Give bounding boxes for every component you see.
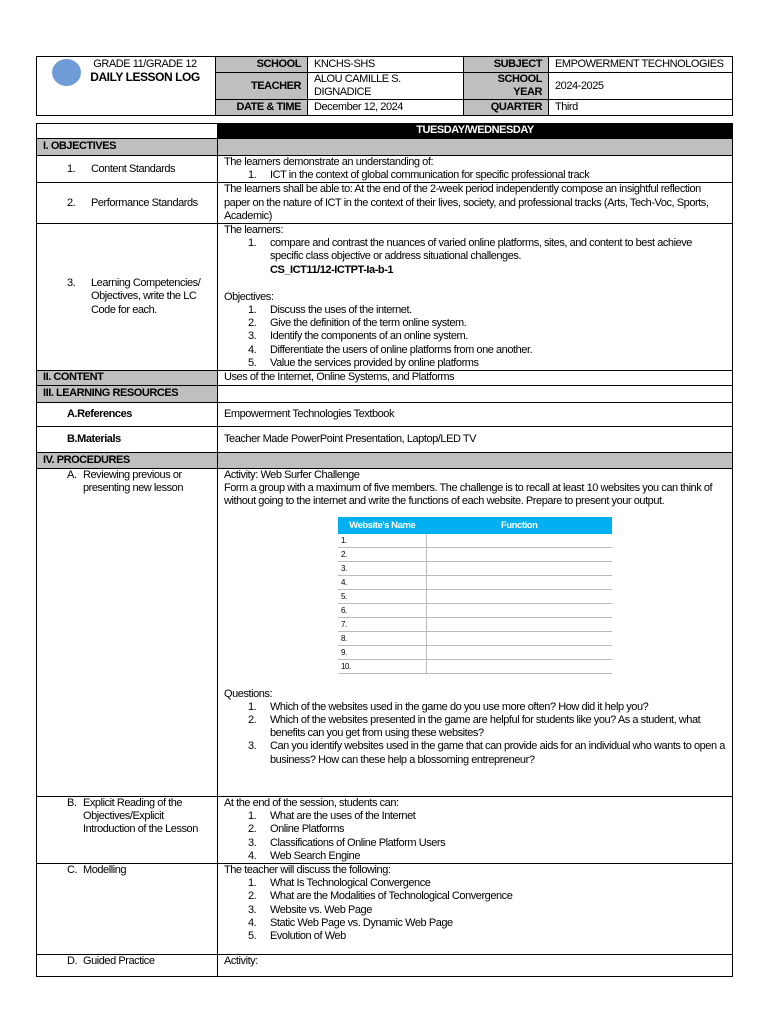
procedure-c-cell: The teacher will discuss the following: 1. What Is Technological Convergence 2. What are the Modalities of Technological Convergence 3. Website vs. Web Page 4. Static Web Page vs. Dynamic Web Page 5. Evolution of Web [218,864,733,955]
subject-value: EMPOWERMENT TECHNOLOGIES [549,57,733,73]
table-row: 6. [338,603,612,617]
function-header: Function [427,517,613,534]
content-heading: II. CONTENT [37,371,218,386]
quarter-label: QUARTER [464,100,549,116]
content-standards-label: 1. Content Standards [37,156,218,183]
header-title-cell [37,57,216,116]
website-name-header: Website's Name [338,517,427,534]
learning-competencies-label: 3. Learning Competencies/ Objectives, write the LC Code for each. [37,224,218,371]
performance-standards-cell: The learners shall be able to: At the end of the 2-week period independently compose an insightful reflection paper on the nature of ICT in the context of their lives, society, and professional tracks (Arts, Tech-Voc, Sports, Academic) [218,183,733,224]
objectives-heading: I. OBJECTIVES [37,139,218,156]
procedure-a-label: A. Reviewing previous or presenting new lesson [37,469,218,797]
procedure-c-label: C. Modelling [37,864,218,955]
table-row: 8. [338,631,612,645]
procedures-heading: IV. PROCEDURES [37,453,218,469]
table-row: 9. [338,645,612,659]
table-row: 1. [338,534,612,548]
table-row: 4. [338,575,612,589]
header-table [36,56,733,116]
website-table [338,517,612,674]
lc-code: CS_ICT11/12-ICTPT-Ia-b-1 [270,263,394,276]
objectives-list: 1. Discuss the uses of the internet. 2. Give the definition of the term online system. 3. Identify the components of an online system. 4. Differentiate the users of online platforms from one another. 5. Value the services provided by online platforms [248,304,533,369]
references-label: A.References [37,403,218,427]
references-cell: Empowerment Technologies Textbook [218,403,733,427]
table-row: 5. [338,589,612,603]
lesson-table [36,123,733,977]
procedure-b-cell: At the end of the session, students can: 1. What are the uses of the Internet 2. Online Platforms 3. Classifications of Online Platform Users 4. Web Search Engine [218,797,733,864]
procedure-d-cell: Activity: [218,955,733,977]
table-row: 10. [338,659,612,673]
quarter-value: Third [549,100,733,116]
logo-circle [52,59,81,86]
date-value: December 12, 2024 [308,100,464,116]
subject-label: SUBJECT [464,57,549,73]
learning-competencies-cell: The learners: 1. compare and contrast the nuances of varied online platforms, sites, and content to best achieve specific class objective or address situational challenges. CS_ICT11/12-ICTPT-Ia-b-1 Objectives: 1. Discuss the uses of the internet. 2. Give the definition of the term online system. 3. Identify the components of an online system. 4. Differentiate the users of online platforms from one another. 5. Value the services provided by online platforms [218,224,733,371]
table-row: 7. [338,617,612,631]
doc-title: DAILY LESSON LOG [90,70,200,85]
procedure-a-cell: Activity: Web Surfer Challenge Form a group with a maximum of five members. The challenge is to recall at least 10 websites you can think of without going to the internet and write the functions of each website. Prepare to present your output. Website's Name Function 1. 2. 3. 4. 5. 6. 7. 8. 9. 10. Questions: 1. Which of the websites used in the game do you use more often? How did it help you? 2. Which of the websites presented in the game are helpful for students like you? As a student, what benefits can you get from using these websites? 3. Can you identify websites used in the game that can provide aids for an individual who wants to open a business? How can these help a blossoming entrepreneur? [218,469,733,797]
materials-label: B.Materials [37,427,218,453]
table-row: 3. [338,561,612,575]
questions-list: 1. Which of the websites used in the game do you use more often? How did it help you? 2. Which of the websites presented in the game are helpful for students like you? As a student, what benefits can you get from using these websites? 3. Can you identify websites used in the game that can provide aids for an individual who wants to open a business? How can these help a blossoming entrepreneur? [248,700,725,766]
day-header: TUESDAY/WEDNESDAY [218,124,733,139]
materials-cell: Teacher Made PowerPoint Presentation, Laptop/LED TV [218,427,733,453]
procedure-b-label: B. Explicit Reading of the Objectives/Explicit Introduction of the Lesson [37,797,218,864]
grade-label: GRADE 11/GRADE 12 [93,58,197,70]
teacher-value: ALOU CAMILLE S. DIGNADICE [308,73,464,100]
school-value: KNCHS-SHS [308,57,464,73]
performance-standards-label: 2. Performance Standards [37,183,218,224]
date-label: DATE & TIME [216,100,308,116]
procedure-d-label: D. Guided Practice [37,955,218,977]
school-year-value: 2024-2025 [549,73,733,100]
school-label: SCHOOL [216,57,308,73]
teacher-label: TEACHER [216,73,308,100]
table-row: 2. [338,547,612,561]
resources-heading: III. LEARNING RESOURCES [37,386,218,403]
content-standards-cell: The learners demonstrate an understanding of: 1. ICT in the context of global communication for specific professional track [218,156,733,183]
content-cell: Uses of the Internet, Online Systems, and Platforms [218,371,733,386]
school-year-label: SCHOOL YEAR [464,73,549,100]
